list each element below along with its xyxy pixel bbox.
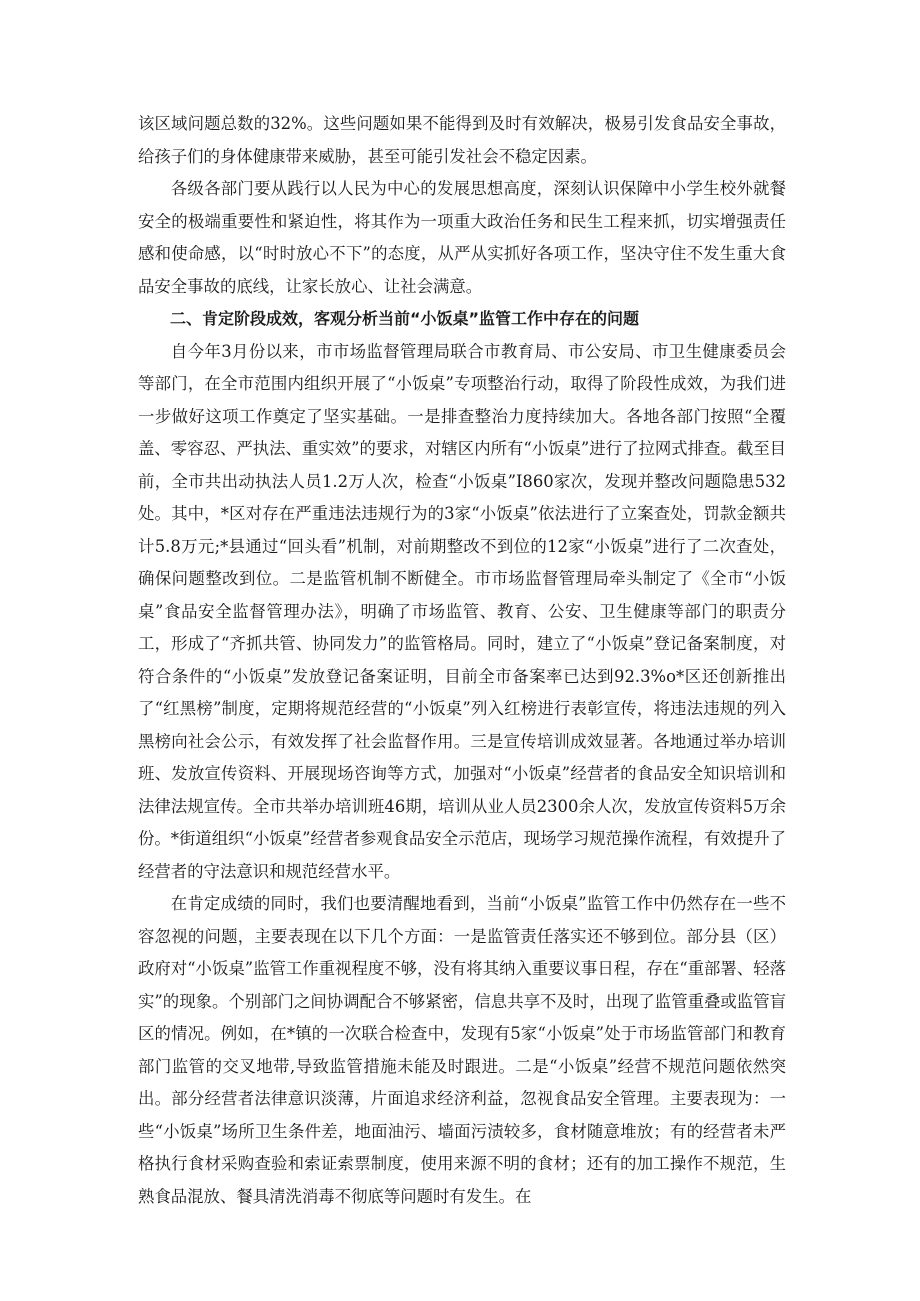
paragraph-responsibility: 各级各部门要从践行以人民为中心的发展思想高度，深刻认识保障中小学生校外就餐安全的极端重要性和紧迫性，将其作为一项重大政治任务和民生工程来抓，切实增强责任感和使命感，以“时时放心不下”的态度，从严从实抓好各项工作，坚决守住不发生重大食品安全事故的底线，让家长放心、让社会满意。 [138,179,786,296]
paragraph-problems: 在肯定成绩的同时，我们也要清醒地看到，当前“小饭桌”监管工作中仍然存在一些不容忽视的问题，主要表现在以下几个方面：一是监管责任落实还不够到位。部分县（区）政府对“小饭桌”监管工作重视程度不够，没有将其纳入重要议事日程，存在“重部署、轻落实”的现象。个别部门之间协调配合不够紧密，信息共享不及时，出现了监管重叠或监管盲区的情况。例如，在*镇的一次联合检查中，发现有5家“小饭桌”处于市场监管部门和教育部门监管的交叉地带,导致监管措施未能及时跟进。二是“小饭桌”经营不规范问题依然突出。部分经营者法律意识淡薄，片面追求经济利益，忽视食品安全管理。主要表现为：一些“小饭桌”场所卫生条件差，地面油污、墙面污渍较多，食材随意堆放；有的经营者未严格执行食材采购查验和索证索票制度，使用来源不明的食材；还有的加工操作不规范，生熟食品混放、餐具清洗消毒不彻底等问题时有发生。在 [138,894,786,1206]
paragraph-achievements: 自今年3月份以来，市市场监督管理局联合市教育局、市公安局、市卫生健康委员会等部门，在全市范围内组织开展了“小饭桌”专项整治行动，取得了阶段性成效，为我们进一步做好这项工作奠定了坚实基础。一是排查整治力度持续加大。各地各部门按照“全覆盖、零容忍、严执法、重实效”的要求，对辖区内所有“小饭桌”进行了拉网式排查。截至目前，全市共出动执法人员1.2万人次，检查“小饭桌”I860家次，发现并整改问题隐患532处。其中，*区对存在严重违法违规行为的3家“小饭桌”依法进行了立案查处，罚款金额共计5.8万元;*县通过“回头看”机制，对前期整改不到位的12家“小饭桌”进行了二次查处，确保问题整改到位。二是监管机制不断健全。市市场监督管理局牵头制定了《全市“小饭桌”食品安全监督管理办法》，明确了市场监管、教育、公安、卫生健康等部门的职责分工，形成了“齐抓共管、协同发力”的监管格局。同时，建立了“小饭桌”登记备案制度，对符合条件的“小饭桌”发放登记备案证明，目前全市备案率已达到92.3%o*区还创新推出了“红黑榜”制度，定期将规范经营的“小饭桌”列入红榜进行表彰宣传，将违法违规的列入黑榜向社会公示，有效发挥了社会监督作用。三是宣传培训成效显著。各地通过举办培训班、发放宣传资料、开展现场咨询等方式，加强对“小饭桌”经营者的食品安全知识培训和法律法规宣传。全市共举办培训班46期，培训从业人员2300余人次，发放宣传资料5万余份。*街道组织“小饭桌”经营者参观食品安全示范店，现场学习规范操作流程，有效提升了经营者的守法意识和规范经营水平。 [138,341,786,881]
paragraph-continuation: 该区域问题总数的32%。这些问题如果不能得到及时有效解决，极易引发食品安全事故，给孩子们的身体健康带来威胁，甚至可能引发社会不稳定因素。 [138,114,786,166]
document-page [138,108,786,1213]
section-heading: 二、肯定阶段成效，客观分析当前“小饭桌”监管工作中存在的问题 [170,309,640,328]
